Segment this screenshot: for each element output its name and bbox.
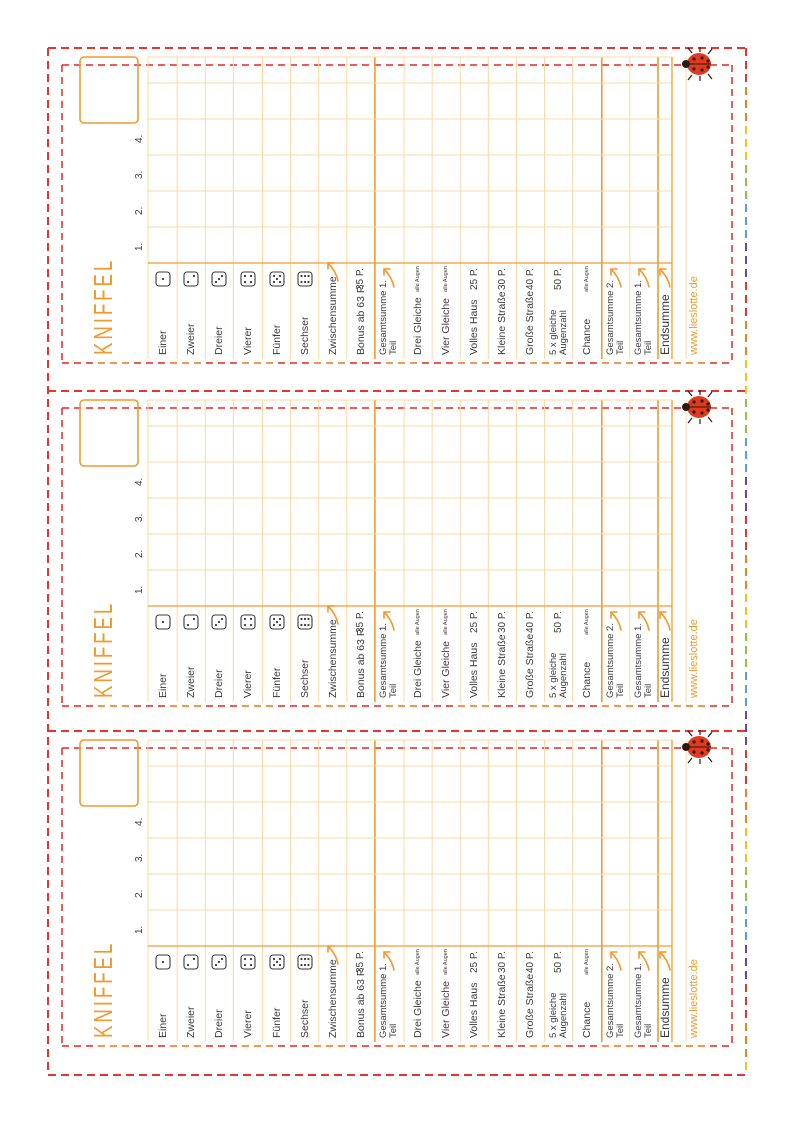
row-label: Bonus ab 63 P. — [354, 284, 367, 355]
row-label: Fünfer — [270, 324, 283, 355]
row-label: Zweier — [185, 323, 198, 355]
row-label: Große Straße — [524, 973, 537, 1038]
game-column-header: 3. — [134, 513, 145, 522]
row-label: Vier Gleiche — [440, 297, 453, 355]
arrow-icon — [380, 608, 398, 632]
row-points: alle Augen — [443, 266, 450, 292]
kniffel-card — [0, 398, 794, 728]
row-label: Gesamtsumme 1. Teil — [378, 623, 400, 698]
row-points: 25 P. — [468, 610, 480, 634]
row-label: Vierer — [241, 327, 254, 355]
row-label: Kleine Straße — [496, 974, 509, 1038]
row-label: Kleine Straße — [496, 634, 509, 698]
game-column-header: 3. — [134, 170, 145, 179]
row-label: Endsumme — [658, 294, 672, 355]
die-icon — [211, 614, 227, 630]
row-label: Zwischensumme — [326, 959, 339, 1038]
ladybug-icon — [682, 47, 716, 81]
game-column-header: 4. — [134, 477, 145, 486]
arrow-icon — [380, 948, 398, 972]
row-label: Gesamtsumme 1. Teil — [378, 963, 400, 1038]
row-label: Sechser — [298, 999, 311, 1038]
arrow-icon — [635, 948, 653, 972]
row-points: alle Augen — [415, 609, 422, 635]
row-points: 30 P. — [496, 267, 508, 291]
row-points: alle Augen — [584, 949, 591, 975]
row-label: Fünfer — [270, 667, 283, 698]
row-label: Einer — [156, 330, 169, 355]
die-icon — [155, 614, 171, 630]
arrow-icon — [324, 602, 342, 626]
die-icon — [297, 271, 313, 287]
row-label: Gesamtsumme 2. Teil — [604, 280, 626, 355]
row-label: Chance — [581, 1001, 594, 1038]
row-label: Einer — [156, 673, 169, 698]
row-label: Kleine Straße — [496, 291, 509, 355]
row-label: Gesamtsumme 1. Teil — [632, 623, 654, 698]
row-label: Volles Haus — [468, 982, 481, 1038]
row-points: 40 P. — [524, 610, 536, 634]
row-points: 35 P. — [355, 267, 367, 291]
row-label: Chance — [581, 661, 594, 698]
row-label: Zweier — [185, 666, 198, 698]
row-points: alle Augen — [443, 949, 450, 975]
game-title: KNIFFEL — [88, 257, 118, 355]
die-icon — [155, 271, 171, 287]
row-label: Dreier — [213, 326, 226, 355]
row-label: Dreier — [213, 1009, 226, 1038]
row-label: Große Straße — [524, 633, 537, 698]
name-box — [80, 57, 138, 123]
row-points: 40 P. — [524, 950, 536, 974]
die-icon — [269, 614, 285, 630]
arrow-icon — [607, 948, 625, 972]
row-points: 30 P. — [496, 950, 508, 974]
row-label: Volles Haus — [468, 642, 481, 698]
row-label: Gesamtsumme 1. Teil — [378, 280, 400, 355]
kniffel-card — [0, 55, 794, 385]
row-points: 50 P. — [553, 950, 565, 974]
row-label: Große Straße — [524, 290, 537, 355]
die-icon — [211, 954, 227, 970]
card-content — [62, 33, 734, 363]
arrow-icon — [607, 608, 625, 632]
row-label: Einer — [156, 1013, 169, 1038]
game-column-header: 2. — [134, 549, 145, 558]
row-points: alle Augen — [443, 609, 450, 635]
row-points: 25 P. — [468, 950, 480, 974]
die-icon — [297, 614, 313, 630]
row-label: Drei Gleiche — [412, 640, 425, 698]
arrow-icon — [635, 608, 653, 632]
arrow-icon — [380, 265, 398, 289]
arrow-icon — [635, 265, 653, 289]
row-points: 40 P. — [524, 267, 536, 291]
row-label: 5 x gleiche Augenzahl — [547, 652, 569, 698]
row-label: Gesamtsumme 2. Teil — [604, 623, 626, 698]
card-content — [62, 716, 734, 1046]
die-icon — [183, 954, 199, 970]
game-column-header: 2. — [134, 206, 145, 215]
row-label: Zweier — [185, 1006, 198, 1038]
row-label: 5 x gleiche Augenzahl — [547, 309, 569, 355]
game-column-header: 4. — [134, 134, 145, 143]
row-points: 30 P. — [496, 610, 508, 634]
row-label: Vier Gleiche — [440, 640, 453, 698]
row-label: Chance — [581, 318, 594, 355]
row-label: Gesamtsumme 1. Teil — [632, 280, 654, 355]
row-label: Dreier — [213, 669, 226, 698]
row-points: 25 P. — [468, 267, 480, 291]
row-label: 5 x gleiche Augenzahl — [547, 992, 569, 1038]
row-label: Sechser — [298, 316, 311, 355]
row-label: Gesamtsumme 2. Teil — [604, 963, 626, 1038]
game-title: KNIFFEL — [88, 940, 118, 1038]
game-column-header: 1. — [134, 585, 145, 594]
row-points: alle Augen — [584, 609, 591, 635]
arrow-icon — [324, 942, 342, 966]
row-label: Fünfer — [270, 1007, 283, 1038]
card-content — [62, 376, 734, 706]
game-title: KNIFFEL — [88, 600, 118, 698]
row-label: Vierer — [241, 1010, 254, 1038]
row-points: alle Augen — [584, 266, 591, 292]
die-icon — [240, 954, 256, 970]
row-points: alle Augen — [415, 949, 422, 975]
row-label: Drei Gleiche — [412, 297, 425, 355]
arrow-icon — [656, 608, 674, 632]
row-label: Vier Gleiche — [440, 980, 453, 1038]
footer-url: www.lieslotte.de — [688, 276, 700, 355]
game-column-header: 3. — [134, 853, 145, 862]
name-box — [80, 740, 138, 806]
ladybug-icon — [682, 730, 716, 764]
row-points: alle Augen — [415, 266, 422, 292]
row-label: Bonus ab 63 P. — [354, 967, 367, 1038]
name-box — [80, 400, 138, 466]
row-points: 50 P. — [553, 610, 565, 634]
die-icon — [211, 271, 227, 287]
row-label: Gesamtsumme 1. Teil — [632, 963, 654, 1038]
arrow-icon — [656, 265, 674, 289]
row-points: 50 P. — [553, 267, 565, 291]
row-points: 35 P. — [355, 950, 367, 974]
die-icon — [240, 614, 256, 630]
footer-url: www.lieslotte.de — [688, 619, 700, 698]
row-label: Drei Gleiche — [412, 980, 425, 1038]
die-icon — [269, 271, 285, 287]
row-label: Volles Haus — [468, 299, 481, 355]
die-icon — [269, 954, 285, 970]
game-column-header: 1. — [134, 925, 145, 934]
row-label: Endsumme — [658, 637, 672, 698]
row-label: Vierer — [241, 670, 254, 698]
row-label: Zwischensumme — [326, 276, 339, 355]
row-label: Zwischensumme — [326, 619, 339, 698]
die-icon — [297, 954, 313, 970]
die-icon — [183, 614, 199, 630]
die-icon — [240, 271, 256, 287]
arrow-icon — [607, 265, 625, 289]
ladybug-icon — [682, 390, 716, 424]
kniffel-card — [0, 738, 794, 1068]
row-label: Sechser — [298, 659, 311, 698]
game-column-header: 4. — [134, 817, 145, 826]
die-icon — [155, 954, 171, 970]
row-points: 35 P. — [355, 610, 367, 634]
row-label: Endsumme — [658, 977, 672, 1038]
game-column-header: 1. — [134, 242, 145, 251]
arrow-icon — [656, 948, 674, 972]
footer-url: www.lieslotte.de — [688, 959, 700, 1038]
die-icon — [183, 271, 199, 287]
row-label: Bonus ab 63 P. — [354, 627, 367, 698]
arrow-icon — [324, 259, 342, 283]
game-column-header: 2. — [134, 889, 145, 898]
